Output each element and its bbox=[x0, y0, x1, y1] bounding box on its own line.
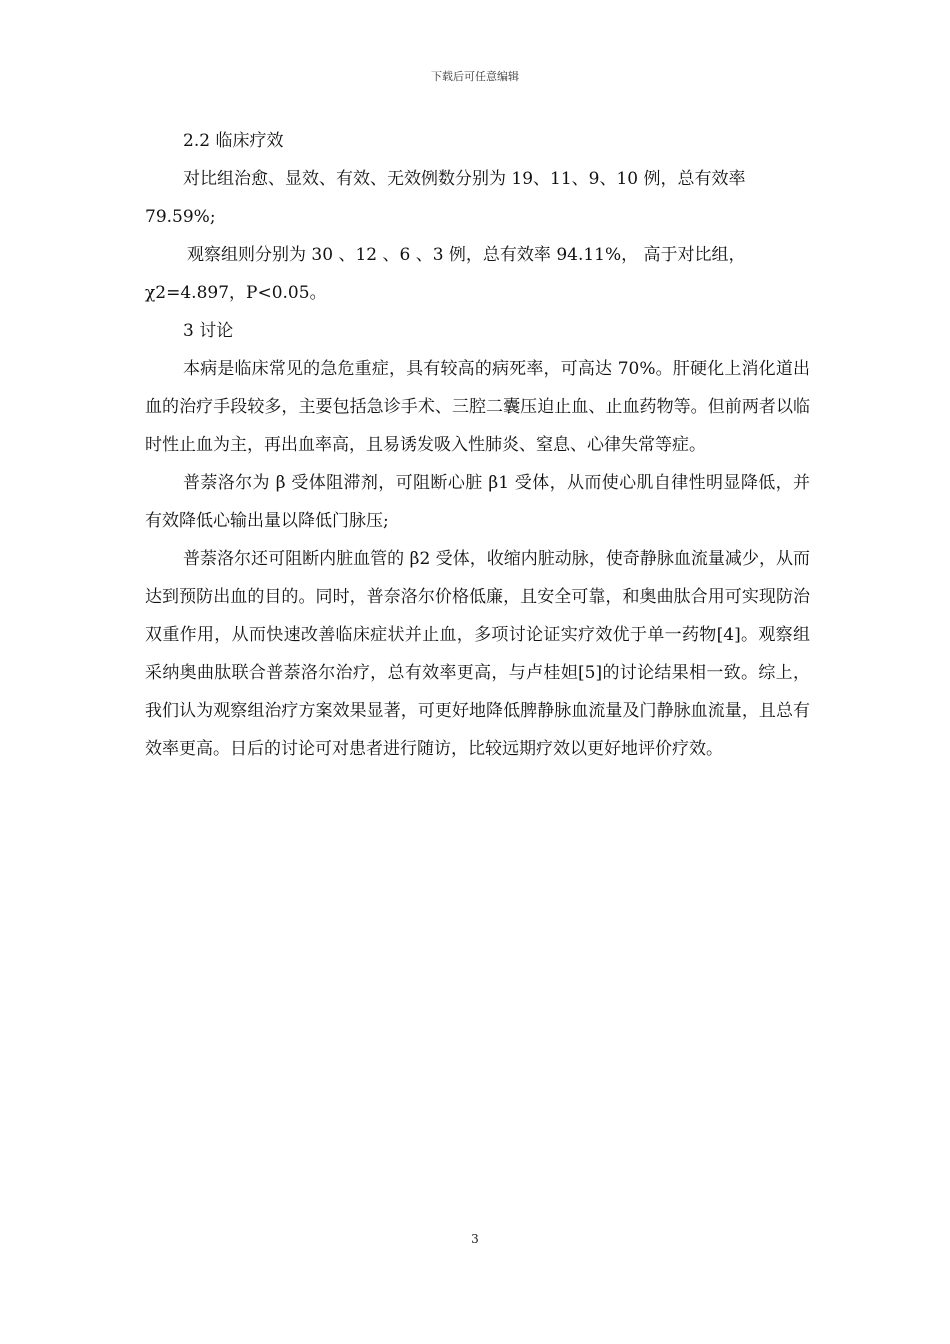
paragraph-observation-group-line-1: 观察组则分别为 30 、12 、6 、3 例，总有效率 94.11%， 高于对比组， bbox=[187, 245, 746, 265]
paragraph-observation-group-line-2: χ2=4.897，P<0.05。 bbox=[145, 283, 327, 303]
section-heading-discussion: 3 讨论 bbox=[183, 321, 234, 341]
section-heading-clinical-efficacy: 2.2 临床疗效 bbox=[183, 131, 284, 151]
paragraph-disease-overview: 本病是临床常见的急危重症，具有较高的病死率，可高达 70%。肝硬化上消化道出血的治疗手段较多，主要包括急诊手术、三腔二囊压迫止血、止血药物等。但前两者以临时性止血为主，再出血率高，且易诱发吸入性肺炎、窒息、心律失常等症。 bbox=[145, 359, 810, 455]
paragraph-propranolol-beta2: 普萘洛尔还可阻断内脏血管的 β2 受体，收缩内脏动脉，使奇静脉血流量减少，从而达到预防出血的目的。同时，普奈洛尔价格低廉，且安全可靠，和奥曲肽合用可实现防治双重作用，从而快速改善临床症状并止血，多项讨论证实疗效优于单一药物[4]。观察组采纳奥曲肽联合普萘洛尔治疗，总有效率更高，与卢桂妲[5]的讨论结果相一致。综上，我们认为观察组治疗方案效果显著，可更好地降低脾静脉血流量及门静脉血流量，且总有效率更高。日后的讨论可对患者进行随访，比较远期疗效以更好地评价疗效。 bbox=[145, 549, 810, 759]
paragraph-propranolol-beta1: 普萘洛尔为 β 受体阻滞剂，可阻断心脏 β1 受体，从而使心肌自律性明显降低，并有效降低心输出量以降低门脉压; bbox=[145, 473, 810, 531]
page-number: 3 bbox=[471, 1232, 479, 1246]
paragraph-control-group-line-1: 对比组治愈、显效、有效、无效例数分别为 19、11、9、10 例，总有效率 bbox=[183, 169, 746, 189]
document-body bbox=[145, 122, 810, 768]
page-header-note: 下载后可任意编辑 bbox=[431, 70, 519, 83]
paragraph-control-group-line-2: 79.59%; bbox=[145, 207, 216, 227]
